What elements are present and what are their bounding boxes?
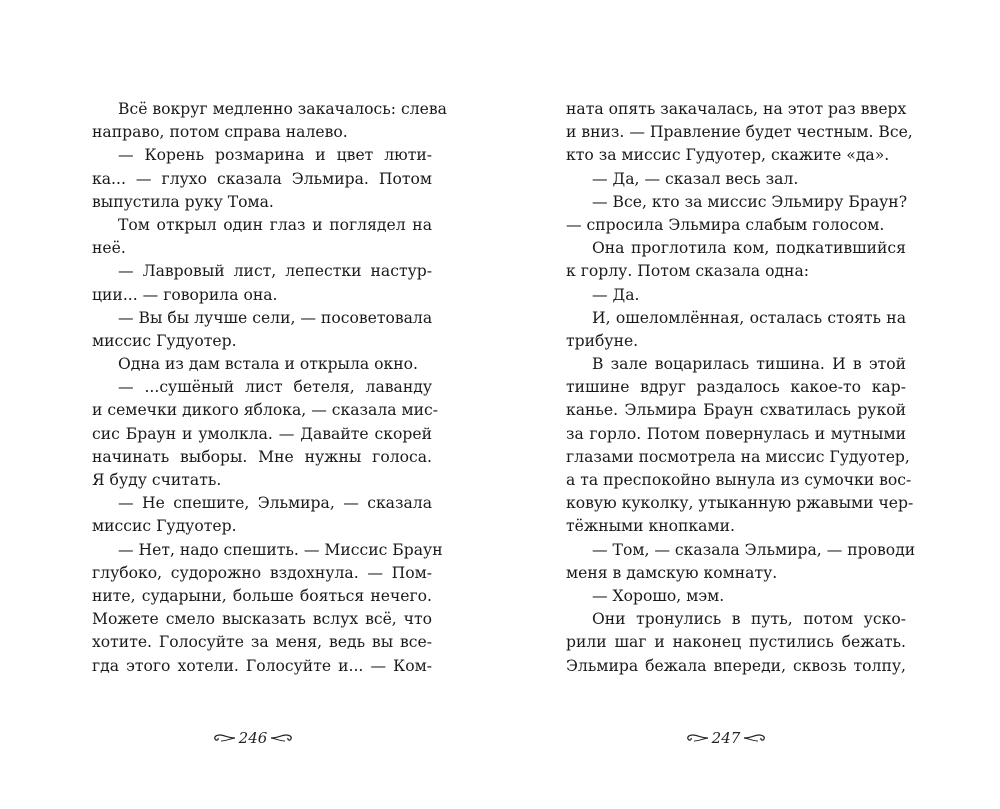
text-line: — спросила Эльмира слабым голосом. bbox=[566, 215, 885, 234]
text-line: Одна из дам встала и открыла окно. bbox=[118, 355, 419, 374]
folio-ornament-left-icon bbox=[683, 732, 709, 744]
right-page-text bbox=[566, 98, 916, 678]
text-line: ната опять закачалась, на этот раз вверх bbox=[566, 100, 907, 118]
text-line: — Да, — сказал весь зал. bbox=[592, 169, 799, 188]
text-line: направо, потом справа налево. bbox=[92, 123, 348, 142]
folio-ornament-right-icon bbox=[743, 732, 769, 744]
text-line: — Нет, надо спешить. — Миссис Браун bbox=[118, 540, 443, 559]
text-line: кто за миссис Гудуотер, скажите «да». bbox=[566, 146, 890, 165]
text-line: Она проглотила ком, подкатившийся bbox=[592, 239, 906, 258]
left-page-folio bbox=[193, 726, 313, 750]
text-line: и вниз. — Правление будет честным. Все, bbox=[566, 123, 913, 142]
text-line: рили шаг и наконец пустились бежать. bbox=[566, 633, 906, 652]
text-line: ции... — говорила она. bbox=[92, 285, 278, 304]
text-line: за горло. Потом повернулась и мутными bbox=[566, 424, 906, 443]
text-line: — Вы бы лучше сели, — посоветовала bbox=[118, 308, 433, 327]
text-line: тишине вдруг раздалось какое-то кар- bbox=[566, 378, 906, 397]
text-line: Том открыл один глаз и поглядел на bbox=[118, 215, 432, 234]
text-line: сис Браун и умолкла. — Давайте скорей bbox=[92, 424, 432, 443]
text-line: — Лавровый лист, лепестки настур- bbox=[118, 262, 432, 281]
text-line: ковую куколку, утыканную ржавыми чер- bbox=[566, 494, 914, 513]
text-line: трибуне. bbox=[566, 331, 639, 350]
text-line: миссис Гудуотер. bbox=[92, 517, 237, 536]
text-line: а та преспокойно вынула из сумочки вос- bbox=[566, 471, 912, 489]
text-line: меня в дамскую комнату. bbox=[566, 563, 778, 582]
text-line: — Хорошо, мэм. bbox=[592, 586, 725, 605]
text-line: миссис Гудуотер. bbox=[92, 331, 237, 350]
text-line: Эльмира бежала впереди, сквозь толпу, bbox=[566, 656, 906, 675]
folio-ornament-right-icon bbox=[270, 732, 296, 744]
text-line: выпустила руку Тома. bbox=[92, 192, 274, 211]
text-line: — Корень розмарина и цвет люти- bbox=[118, 146, 432, 165]
text-line: В зале воцарилась тишина. И в этой bbox=[592, 355, 906, 374]
text-line: Они тронулись в путь, потом уско- bbox=[592, 610, 906, 629]
text-line: ка... — глухо сказала Эльмира. Потом bbox=[92, 169, 432, 188]
page-number: 246 bbox=[238, 729, 268, 747]
text-line: Я буду считать. bbox=[92, 471, 222, 489]
text-line: неё. bbox=[92, 239, 126, 258]
text-line: тёжными кнопками. bbox=[566, 517, 735, 536]
left-page-text bbox=[92, 98, 447, 678]
text-line: и семечки дикого яблока, — сказала мис- bbox=[92, 401, 439, 420]
page-number: 247 bbox=[711, 729, 741, 747]
text-line: начинать выборы. Мне нужны голоса. bbox=[92, 447, 432, 466]
text-line: — Да. bbox=[592, 285, 640, 304]
folio-ornament-left-icon bbox=[210, 732, 236, 744]
text-line: гда этого хотели. Голосуйте и... — Ком- bbox=[92, 656, 432, 675]
text-line: — Не спешите, Эльмира, — сказала bbox=[118, 494, 432, 513]
text-line: Можете смело высказать вслух всё, что bbox=[92, 610, 432, 629]
text-line: глазами посмотрела на миссис Гудуотер, bbox=[566, 447, 910, 466]
text-line: И, ошеломлённая, осталась стоять на bbox=[592, 308, 906, 327]
text-line: глубоко, судорожно вздохнула. — Пом- bbox=[92, 563, 432, 582]
text-line: — Все, кто за миссис Эльмиру Браун? bbox=[592, 192, 908, 211]
text-line: — Том, — сказала Эльмира, — проводи bbox=[592, 540, 916, 559]
text-line: — ...сушёный лист бетеля, лаванду bbox=[118, 378, 432, 397]
text-line: ните, сударыни, больше бояться нечего. bbox=[92, 586, 432, 605]
text-line: хотите. Голосуйте за меня, ведь вы все- bbox=[92, 633, 432, 652]
text-line: канье. Эльмира Браун схватилась рукой bbox=[566, 401, 906, 420]
text-line: к горлу. Потом сказала одна: bbox=[566, 262, 809, 281]
right-page-folio bbox=[666, 726, 786, 750]
text-line: Всё вокруг медленно закачалось: слева bbox=[118, 100, 447, 118]
